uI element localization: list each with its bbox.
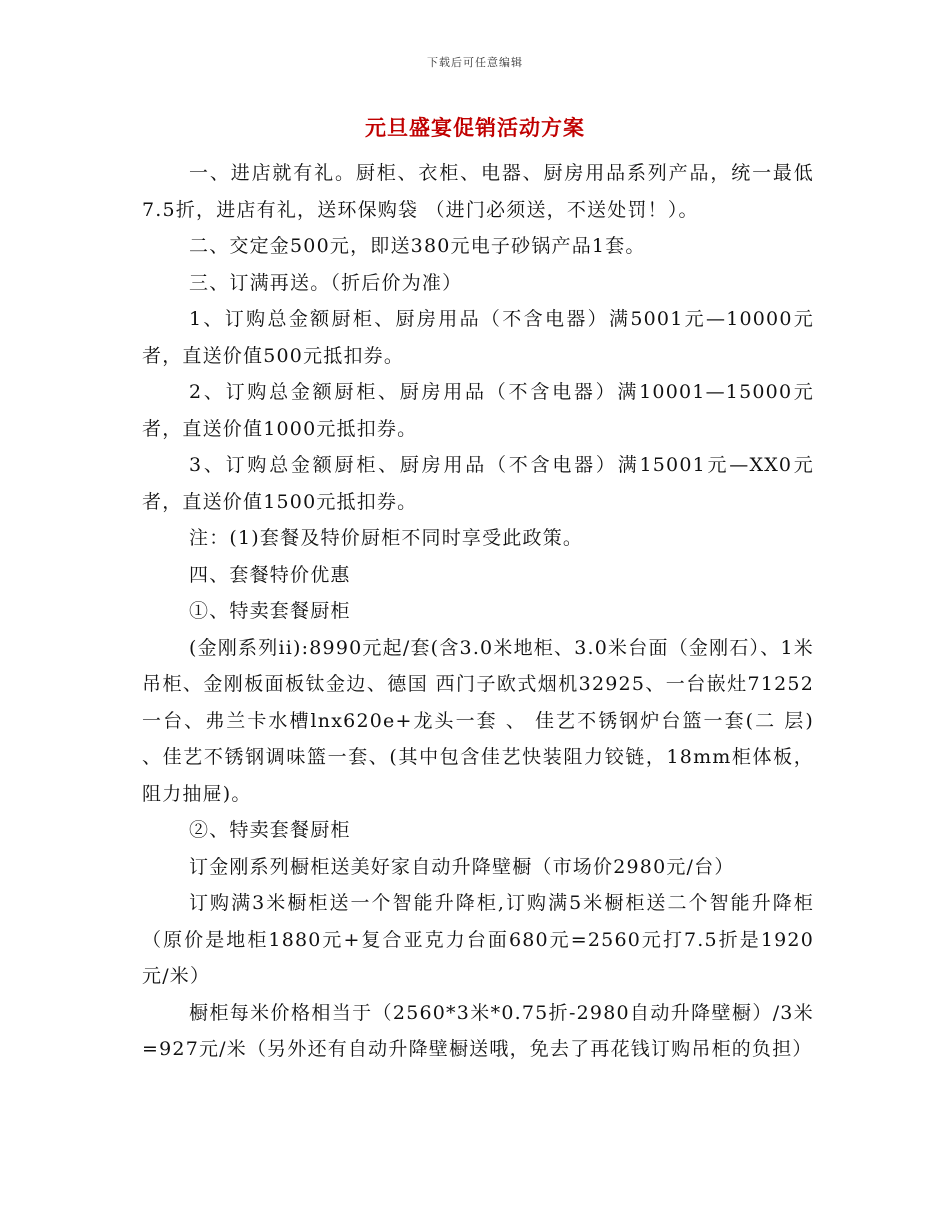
paragraph: 1、订购总金额厨柜、厨房用品（不含电器）满5001元—10000元者，直送价值500元抵扣券。 xyxy=(142,308,814,367)
paragraph: 三、订满再送。（折后价为准） xyxy=(189,271,463,294)
header-note: 下载后可任意编辑 xyxy=(427,56,523,69)
paragraph: 3、订购总金额厨柜、厨房用品（不含电器）满15001元—XX0元者，直送价值1500元抵扣券。 xyxy=(142,454,814,513)
paragraph: 2、订购总金额厨柜、厨房用品（不含电器）满10001—15000元者，直送价值1000元抵扣券。 xyxy=(142,381,814,440)
paragraph: 二、交定金500元，即送380元电子砂锅产品1套。 xyxy=(189,235,646,257)
paragraph: ①、特卖套餐厨柜 xyxy=(189,600,351,622)
paragraph: 四、套餐特价优惠 xyxy=(189,563,351,586)
paragraph: ②、特卖套餐厨柜 xyxy=(189,819,351,841)
paragraph: 订购满3米橱柜送一个智能升降柜,订购满5米橱柜送二个智能升降柜（原价是地柜1880元+复合亚克力台面680元=2560元打7.5折是1920 元/米） xyxy=(142,892,814,987)
paragraph: (金刚系列ii):8990元起/套(含3.0米地柜、3.0米台面（金刚石）、1米吊柜、金刚板面板钛金边、德国 西门子欧式烟机32925、一台嵌灶71252一台、弗兰卡水槽lnx620e+龙头一套 、 佳艺不锈钢炉台篮一套(二 层) 、佳艺不锈钢调味篮一套、(其中包含佳艺快装阻力铰链，18mm柜体板，阻力抽屉)。 xyxy=(142,636,814,805)
document-title: 元旦盛宴促销活动方案 xyxy=(365,115,585,140)
paragraph: 橱柜每米价格相当于（2560*3米*0.75折-2980自动升降壁橱）/3米=927元/米（另外还有自动升降壁橱送哦，免去了再花钱订购吊柜的负担） xyxy=(142,1001,814,1060)
document-body xyxy=(142,155,814,1068)
paragraph: 注：(1)套餐及特价厨柜不同时享受此政策。 xyxy=(189,527,584,549)
paragraph: 订金刚系列橱柜送美好家自动升降壁橱（市场价2980元/台） xyxy=(189,855,735,878)
paragraph: 一、进店就有礼。厨柜、衣柜、电器、厨房用品系列产品，统一最低7.5折，进店有礼，送环保购袋 （进门必须送，不送处罚！）。 xyxy=(142,162,814,221)
